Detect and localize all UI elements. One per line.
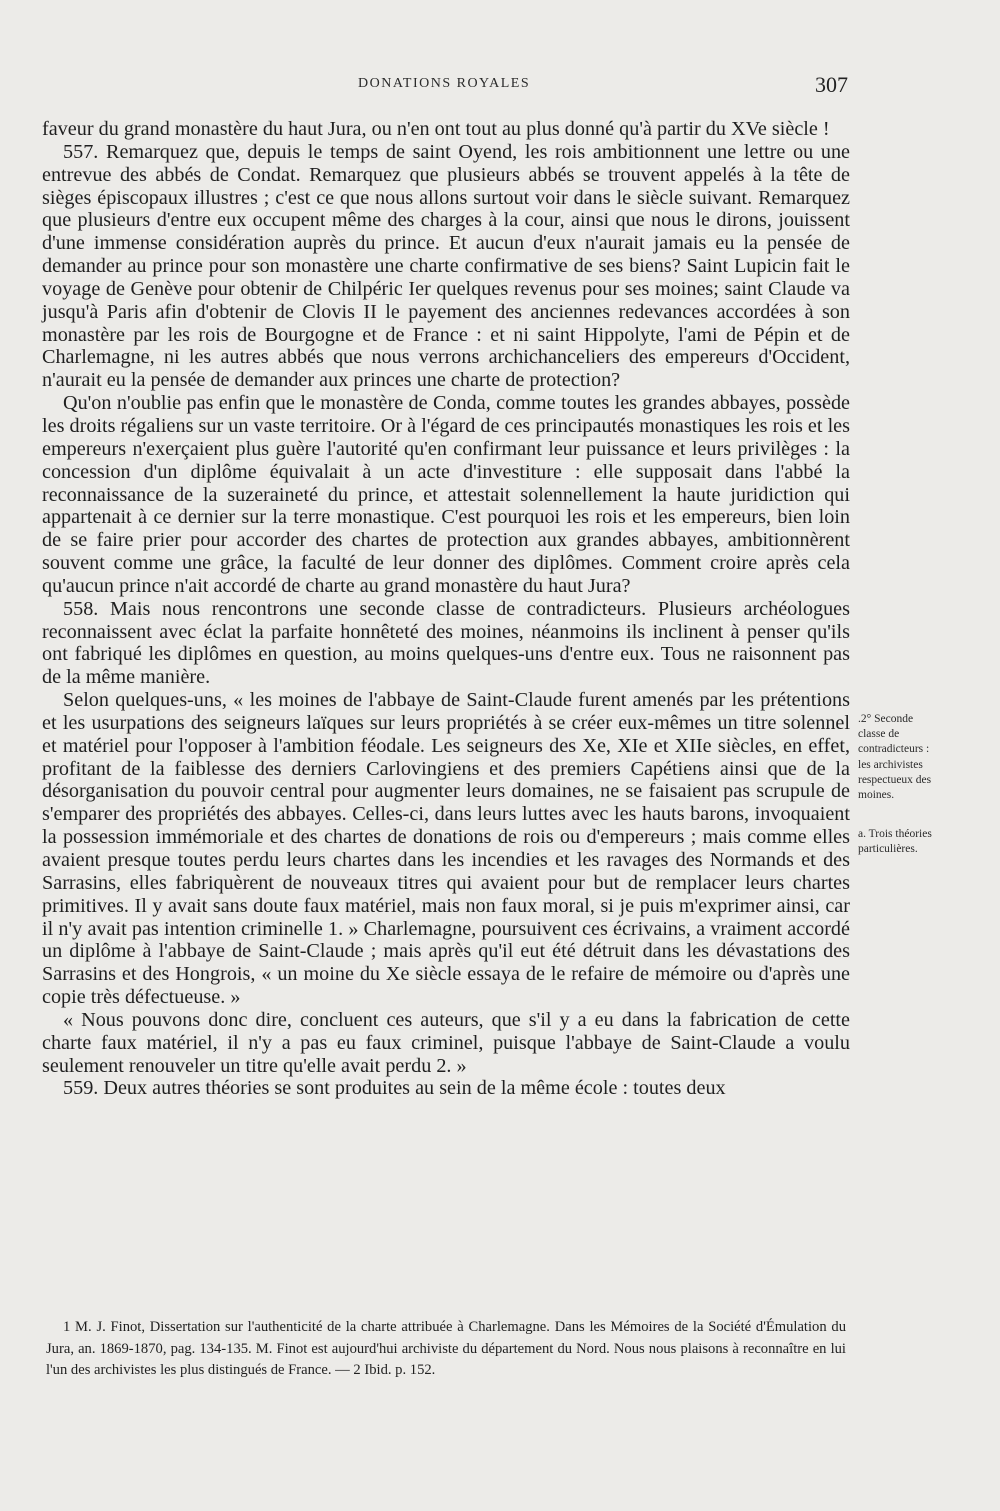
page-number: 307 [815, 72, 848, 97]
paragraph-6: « Nous pouvons donc dire, concluent ces auteurs, que s'il y a eu dans la fabrication de cette charte faux matériel, il n'y a pas eu faux criminel, puisque l'abbaye de Saint-Claude a voulu seulement renouveler un titre qu'elle avait perdu 2. » [42, 1008, 850, 1077]
page-header [0, 74, 1000, 98]
main-text [42, 118, 850, 1100]
paragraph-1: faveur du grand monastère du haut Jura, ou n'en ont tout au plus donné qu'à partir du XVe siècle ! [42, 118, 830, 140]
running-title: DONATIONS ROYALES [358, 76, 531, 91]
paragraph-559: 559. Deux autres théories se sont produites au sein de la même école : toutes deux [63, 1077, 726, 1100]
paragraph-557: 557. Remarquez que, depuis le temps de saint Oyend, les rois ambitionnent une lettre ou une entrevue des abbés de Condat. Remarquez que plusieurs abbés se trouvent appelés à la tête de sièges épiscopaux illustres ; c'est ce que nous allons surtout voir dans le siècle suivant. Remarquez que plusieurs d'entre eux occupent même des charges à la cour, ainsi que nous le dirons, jouissent d'une immense considération auprès du prince. Et aucun d'eux n'aurait jamais eu la pensée de demander au prince pour son monastère une charte confirmative de ses biens? Saint Lupicin fait le voyage de Genève pour obtenir de Chilpéric Ier quelques revenus pour ses moines; saint Claude va jusqu'à Paris afin d'obtenir de Clovis II le payement des anciennes redevances accordées à son monastère par les rois de Bourgogne et de France : et ni saint Hippolyte, l'ami de Pépin et de Charlemagne, ni les autres abbés que nous verrons archichanceliers des empereurs d'Occident, n'aurait eu la pensée de demander aux princes une charte de protection? [42, 140, 850, 392]
paragraph-558: 558. Mais nous rencontrons une seconde classe de contradicteurs. Plusieurs archéologues reconnaissent avec éclat la parfaite honnêteté des moines, néanmoins ils inclinent à penser qu'ils ont fabriqué les diplômes en question, au moins quelques-uns d'entre eux. Tous ne raisonnent pas de la même manière. [42, 597, 850, 689]
paragraph-5: Selon quelques-uns, « les moines de l'abbaye de Saint-Claude furent amenés par les prétentions et les usurpations des seigneurs laïques sur leurs propriétés à se créer eux-mêmes un titre solennel et matériel pour l'opposer à l'ambition féodale. Les seigneurs des Xe, XIe et XIIe siècles, en effet, profitant de la faiblesse des derniers Carlovingiens et des premiers Capétiens ainsi que de la désorganisation du pouvoir central pour augmenter leurs domaines, ne se faisaient pas scrupule de s'emparer des propriétés des abbayes. Celles-ci, dans leurs luttes avec les hauts barons, invoquaient la possession immémoriale et des chartes de donations de rois ou d'empereurs ; mais comme elles avaient presque toutes perdu leurs chartes dans les incendies et les ravages des Normands et des Sarrasins, elles fabriquèrent de nouveaux titres qui avaient pour but de remplacer leurs chartes primitives. Il y avait sans doute faux matériel, mais non faux moral, si je puis m'exprimer ainsi, car il n'y avait pas intention criminelle 1. » Charlemagne, poursuivent ces écrivains, a vraiment accordé un diplôme à l'abbaye de Saint-Claude ; mais après qu'il eut été détruit dans les dévastations des Sarrasins et des Hongrois, « un moine du Xe siècle essaya de le refaire de mémoire ou d'après une copie très défectueuse. » [42, 689, 850, 1009]
margin-note-trois-theories: a. Trois théories particulières. [858, 828, 932, 856]
footnotes: 1 M. J. Finot, Dissertation sur l'authenticité de la charte attribuée à Charlemagne. Dans les Mémoires de la Société d'Émulation du Jura, an. 1869-1870, pag. 134-135. M. Finot est aujourd'hui archiviste du département du Nord. Nous nous plaisons à reconnaître en lui l'un des archivistes les plus distingués de France. — 2 Ibid. p. 152. [46, 1319, 846, 1378]
margin-note-seconde-classe: .2° Seconde classe de contradicteurs : les archivistes respectueux des moines. [858, 713, 932, 802]
paragraph-3: Qu'on n'oublie pas enfin que le monastère de Conda, comme toutes les grandes abbayes, possède les droits régaliens sur un vaste territoire. Or à l'égard de ces principautés monastiques les rois et les empereurs n'exerçaient plus guère l'autorité qu'en confirmant leur puissance et leurs privilèges : la concession d'un diplôme équivalait à un acte d'investiture : elle supposait dans l'abbé la reconnaissance de la suzeraineté du prince, et attestait solennellement la haute juridiction qui appartenait à ce dernier sur la terre monastique. C'est pourquoi les rois et les empereurs, bien loin de se faire prier pour accorder des chartes de protection aux grandes abbayes, ambitionnèrent souvent comme une grâce, la faculté de leur donner des diplômes. Comment croire après cela qu'aucun prince n'ait accordé de charte au grand monastère du haut Jura? [42, 392, 850, 597]
